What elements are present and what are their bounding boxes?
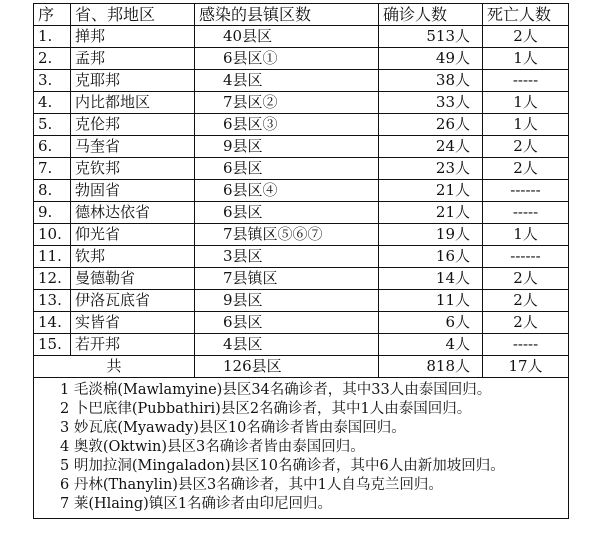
header-row [34, 4, 569, 26]
row-towns: 9县区 [195, 136, 379, 158]
row-cases: 23人 [379, 158, 483, 180]
row-index: 1. [34, 26, 71, 48]
row-cases: 11人 [379, 290, 483, 312]
table-row [34, 180, 569, 202]
row-cases: 49人 [379, 48, 483, 70]
row-index: 5. [34, 114, 71, 136]
row-towns: 7县区② [195, 92, 379, 114]
header-region: 省、邦地区 [71, 4, 195, 26]
row-region: 若开邦 [71, 334, 195, 356]
row-index: 15. [34, 334, 71, 356]
row-deaths: 2人 [483, 158, 569, 180]
row-region: 勃固省 [71, 180, 195, 202]
row-deaths: ----- [483, 70, 569, 92]
row-deaths: 1人 [483, 48, 569, 70]
footnote: 6 丹林(Thanylin)县区3名确诊者，其中1人自乌克兰回归。 [60, 477, 443, 493]
row-index: 8. [34, 180, 71, 202]
row-deaths: 1人 [483, 114, 569, 136]
row-deaths: 2人 [483, 26, 569, 48]
row-index: 12. [34, 268, 71, 290]
footnote: 1 毛淡棉(Mawlamyine)县区34名确诊者，其中33人由泰国回归。 [60, 382, 492, 398]
table-row [34, 246, 569, 268]
header-idx: 序 [34, 4, 71, 26]
row-cases: 38人 [379, 70, 483, 92]
row-towns: 6县区 [195, 312, 379, 334]
row-index: 2. [34, 48, 71, 70]
row-towns: 9县区 [195, 290, 379, 312]
row-deaths: ------ [483, 246, 569, 268]
total-towns: 126县区 [195, 356, 379, 378]
row-towns: 4县区 [195, 334, 379, 356]
row-region: 伊洛瓦底省 [71, 290, 195, 312]
row-region: 掸邦 [71, 26, 195, 48]
table-body [34, 4, 569, 519]
row-region: 克钦邦 [71, 158, 195, 180]
row-index: 3. [34, 70, 71, 92]
row-towns: 6县区 [195, 202, 379, 224]
row-index: 11. [34, 246, 71, 268]
row-deaths: ----- [483, 334, 569, 356]
row-towns: 3县区 [195, 246, 379, 268]
row-index: 9. [34, 202, 71, 224]
table-row [34, 26, 569, 48]
row-cases: 16人 [379, 246, 483, 268]
row-cases: 6人 [379, 312, 483, 334]
table-row [34, 268, 569, 290]
row-region: 曼德勒省 [71, 268, 195, 290]
table-row [34, 70, 569, 92]
covid-case-table [33, 3, 569, 519]
footnotes [34, 378, 569, 519]
total-cases: 818人 [379, 356, 483, 378]
table-row [34, 136, 569, 158]
row-cases: 21人 [379, 202, 483, 224]
footnote: 2 卜巴底律(Pubbathiri)县区2名确诊者，其中1人由泰国回归。 [60, 401, 472, 417]
total-deaths: 17人 [483, 356, 569, 378]
row-cases: 26人 [379, 114, 483, 136]
row-index: 7. [34, 158, 71, 180]
row-towns: 6县区① [195, 48, 379, 70]
row-region: 仰光省 [71, 224, 195, 246]
table-row [34, 114, 569, 136]
row-cases: 513人 [379, 26, 483, 48]
table-row [34, 202, 569, 224]
table-row [34, 48, 569, 70]
header-towns: 感染的县镇区数 [195, 4, 379, 26]
row-towns: 6县区③ [195, 114, 379, 136]
row-towns: 4县区 [195, 70, 379, 92]
row-region: 内比都地区 [71, 92, 195, 114]
table-row [34, 290, 569, 312]
row-index: 14. [34, 312, 71, 334]
row-index: 13. [34, 290, 71, 312]
row-towns: 6县区 [195, 158, 379, 180]
table-row [34, 224, 569, 246]
row-deaths: 2人 [483, 290, 569, 312]
row-deaths: 1人 [483, 224, 569, 246]
row-towns: 7县镇区 [195, 268, 379, 290]
row-deaths: 2人 [483, 312, 569, 334]
table-row [34, 92, 569, 114]
footnote: 4 奥敦(Oktwin)县区3名确诊者皆由泰国回归。 [60, 439, 365, 455]
row-index: 6. [34, 136, 71, 158]
header-deaths: 死亡人数 [483, 4, 569, 26]
table-row [34, 158, 569, 180]
row-region: 克伦邦 [71, 114, 195, 136]
row-deaths: 2人 [483, 268, 569, 290]
row-region: 克耶邦 [71, 70, 195, 92]
header-cases: 确诊人数 [379, 4, 483, 26]
total-row [34, 356, 569, 378]
row-index: 4. [34, 92, 71, 114]
row-region: 孟邦 [71, 48, 195, 70]
row-region: 钦邦 [71, 246, 195, 268]
row-region: 马奎省 [71, 136, 195, 158]
table-row [34, 334, 569, 356]
row-index: 10. [34, 224, 71, 246]
row-region: 德林达依省 [71, 202, 195, 224]
row-deaths: 1人 [483, 92, 569, 114]
row-deaths: ----- [483, 202, 569, 224]
row-cases: 24人 [379, 136, 483, 158]
row-deaths: ------ [483, 180, 569, 202]
table-row [34, 312, 569, 334]
total-label: 共 [34, 356, 195, 378]
row-cases: 21人 [379, 180, 483, 202]
row-cases: 19人 [379, 224, 483, 246]
notes-row [34, 378, 569, 519]
row-region: 实皆省 [71, 312, 195, 334]
row-towns: 7县镇区⑤⑥⑦ [195, 224, 379, 246]
row-cases: 4人 [379, 334, 483, 356]
row-towns: 40县区 [195, 26, 379, 48]
footnote: 3 妙瓦底(Myawady)县区10名确诊者皆由泰国回归。 [60, 420, 406, 436]
row-cases: 14人 [379, 268, 483, 290]
footnote: 7 莱(Hlaing)镇区1名确诊者由印尼回归。 [60, 496, 333, 512]
footnote: 5 明加拉洞(Mingaladon)县区10名确诊者，其中6人由新加坡回归。 [60, 458, 505, 474]
row-cases: 33人 [379, 92, 483, 114]
row-towns: 6县区④ [195, 180, 379, 202]
row-deaths: 2人 [483, 136, 569, 158]
